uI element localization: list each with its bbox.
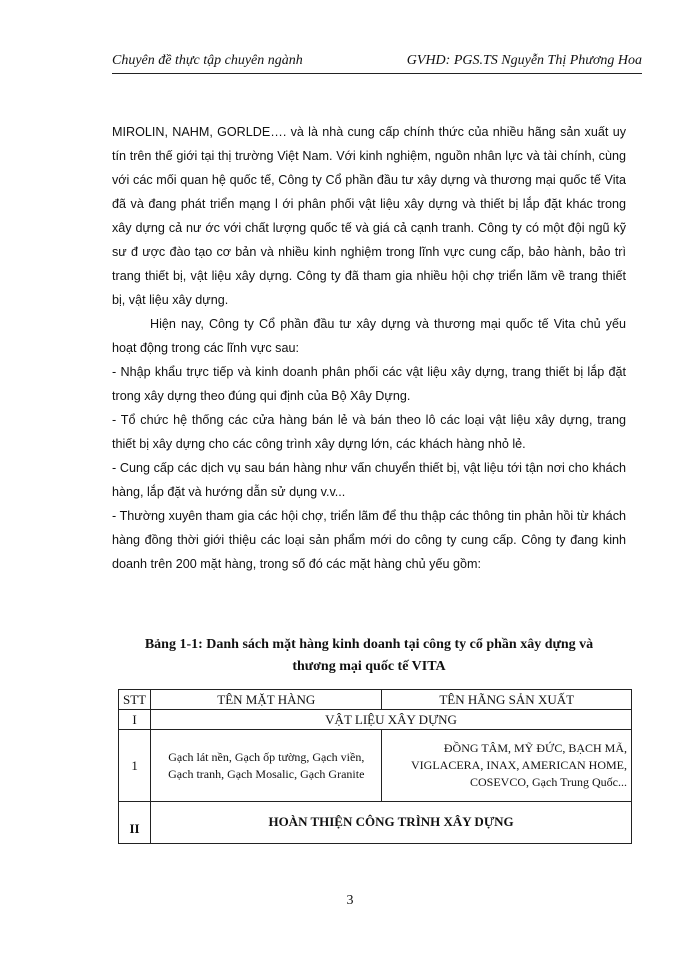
header-item-name: TÊN MẶT HÀNG bbox=[151, 690, 382, 710]
bullet-import: - Nhập khẩu trực tiếp và kinh doanh phân phối các vật liệu xây dựng, trang thiết bị lắp đặt trong xây dựng theo đúng qui định của Bộ Xây Dựng. bbox=[112, 365, 626, 403]
header-stt: STT bbox=[119, 690, 151, 710]
bullet-retail: - Tổ chức hệ thống các cửa hàng bán lẻ và bán theo lô các loại vật liệu xây dựng, trang thiết bị xây dựng cho các công trình xây dựng lớn, các khách hàng nhỏ lẻ. bbox=[112, 413, 626, 451]
header-manufacturer: TÊN HÃNG SẢN XUẤT bbox=[382, 690, 632, 710]
table-section-row bbox=[119, 802, 632, 844]
caption-line-1: Bảng 1-1: Danh sách mặt hàng kinh doanh tại công ty cổ phần xây dựng và bbox=[144, 637, 594, 652]
bullet-after-sales: - Cung cấp các dịch vụ sau bán hàng như vấn chuyển thiết bị, vật liệu tới tận nơi cho khách hàng, lắp đặt và hướng dẫn sử dụng v.v... bbox=[112, 461, 626, 499]
table-header-row bbox=[119, 690, 632, 710]
table-section-row bbox=[119, 710, 632, 730]
paragraph-intro: MIROLIN, NAHM, GORLDE…. và là nhà cung cấp chính thức của nhiều hãng sản xuất uy tín trên thế giới tại thị trường Việt Nam. Với kinh nghiệm, nguồn nhân lực và tài chính, cùng với các mối quan hệ quốc tế, Công ty Cổ phần đầu tư xây dựng và thương mại quốc tế Vita đã và đang phát triển mạng l ới phân phối vật liệu xây dựng và thiết bị lắp đặt khác trong xây dựng cả nư ớc với chất lượng quốc tế và giá cả cạnh tranh. Công ty có một đội ngũ kỹ sư đ ược đào tạo cơ bản và nhiều kinh nghiệm trong lĩnh vực cung cấp, bảo hành, bảo trì trang thiết bị, vật liệu xây dựng. Công ty đã tham gia nhiều hội chợ triển lãm về trang thiết bị, vật liệu xây dựng. bbox=[112, 125, 626, 307]
page-header bbox=[112, 49, 642, 74]
header-supervisor: GVHD: PGS.TS Nguyễn Thị Phương Hoa bbox=[406, 53, 642, 68]
table-caption bbox=[112, 634, 626, 678]
section-title: HOÀN THIỆN CÔNG TRÌNH XÂY DỰNG bbox=[151, 802, 632, 844]
row-manufacturer: ĐỒNG TÂM, MỸ ĐỨC, BẠCH MÃ, VIGLACERA, INAX, AMERICAN HOME, COSEVCO, Gạch Trung Quốc... bbox=[382, 730, 632, 802]
row-item: Gạch lát nền, Gạch ốp tường, Gạch viền, Gạch tranh, Gạch Mosalic, Gạch Granite bbox=[151, 730, 382, 802]
paragraph-activities: Hiện nay, Công ty Cổ phần đầu tư xây dựng và thương mại quốc tế Vita chủ yếu hoạt động trong các lĩnh vực sau: bbox=[112, 317, 626, 355]
page-number: 3 bbox=[346, 893, 354, 908]
header-course-title: Chuyên đề thực tập chuyên ngành bbox=[112, 53, 303, 68]
bullet-fairs: - Thường xuyên tham gia các hội chợ, triển lãm để thu thập các thông tin phản hồi từ khách hàng đồng thời giới thiệu các loại sản phẩm mới do công ty cung cấp. Công ty đang kinh doanh trên 200 mặt hàng, trong số đó các mặt hàng chủ yếu gồm: bbox=[112, 509, 626, 571]
row-number: 1 bbox=[119, 730, 151, 802]
section-number: I bbox=[119, 710, 151, 730]
caption-line-2: thương mại quốc tế VITA bbox=[292, 659, 446, 674]
section-number: II bbox=[119, 802, 151, 844]
table-row bbox=[119, 730, 632, 802]
product-table bbox=[118, 689, 632, 844]
body-text bbox=[112, 120, 626, 576]
section-title: VẬT LIỆU XÂY DỰNG bbox=[151, 710, 632, 730]
